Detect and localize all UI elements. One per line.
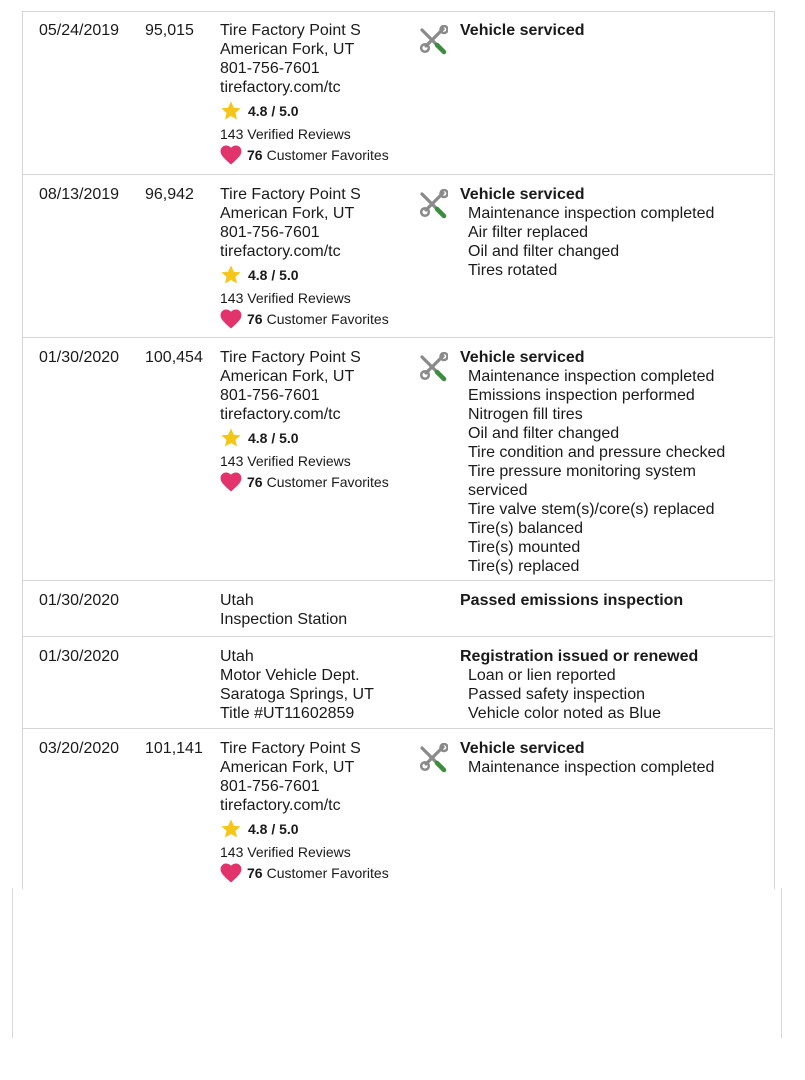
record-item: Vehicle color noted as Blue [468,705,662,722]
record-item: Tire condition and pressure checked [468,444,726,461]
record-item: Maintenance inspection completed [468,205,715,222]
record-title: Registration issued or renewed [460,648,699,665]
source-line: Saratoga Springs, UT [220,686,374,703]
verified-reviews[interactable]: 143 Verified Reviews [220,844,351,860]
favorites-count: 76 [247,473,263,490]
favorites-label: Customer Favorites [266,473,389,490]
shop-name: Tire Factory Point S [220,740,361,757]
record-item: Loan or lien reported [468,667,616,684]
shop-name: Tire Factory Point S [220,22,361,39]
shop-website[interactable]: tirefactory.com/tc [220,797,341,814]
record-title: Vehicle serviced [460,22,585,39]
record-odometer: 96,942 [145,186,194,203]
wrench-screwdriver-icon [418,352,448,382]
shop-website[interactable]: tirefactory.com/tc [220,243,341,260]
shop-phone[interactable]: 801-756-7601 [220,224,320,241]
source-line: Utah [220,592,254,609]
record-row [22,338,773,581]
shop-city: American Fork, UT [220,205,355,222]
frame-border-right [781,888,782,1038]
shop-name: Tire Factory Point S [220,186,361,203]
record-item: Tire valve stem(s)/core(s) replaced [468,501,715,518]
shop-phone[interactable]: 801-756-7601 [220,60,320,77]
record-item: Nitrogen fill tires [468,406,583,423]
record-details [460,647,760,723]
customer-favorites [220,471,420,493]
shop-rating [220,426,420,450]
record-odometer: 100,454 [145,349,203,366]
record-title: Vehicle serviced [460,740,585,757]
record-title: Passed emissions inspection [460,592,684,609]
heart-icon [220,472,242,492]
source-line: Inspection Station [220,611,348,628]
favorites-count: 76 [247,146,263,163]
record-title: Vehicle serviced [460,349,585,366]
source-line: Title #UT11602859 [220,705,355,722]
record-item: Maintenance inspection completed [468,759,715,776]
rating-value: 4.8 / 5.0 [248,429,299,446]
record-details [460,21,760,40]
shop-city: American Fork, UT [220,759,355,776]
service-source [220,185,420,330]
favorites-label: Customer Favorites [266,864,389,881]
shop-rating [220,817,420,841]
rating-value: 4.8 / 5.0 [248,820,299,837]
favorites-label: Customer Favorites [266,146,389,163]
record-item: Tire pressure monitoring system serviced [468,463,696,499]
service-source [220,647,420,723]
record-item: Emissions inspection performed [468,387,695,404]
shop-website[interactable]: tirefactory.com/tc [220,406,341,423]
record-row [22,175,773,338]
source-line: Motor Vehicle Dept. [220,667,360,684]
record-date: 03/20/2020 [39,740,120,757]
record-details [460,591,760,610]
service-source [220,21,420,166]
record-date: 05/24/2019 [39,22,120,39]
verified-reviews[interactable]: 143 Verified Reviews [220,290,351,306]
heart-icon [220,145,242,165]
star-icon [220,100,242,122]
shop-website[interactable]: tirefactory.com/tc [220,79,341,96]
record-item: Oil and filter changed [468,425,620,442]
record-row [22,581,773,637]
shop-phone[interactable]: 801-756-7601 [220,778,320,795]
record-odometer: 95,015 [145,22,194,39]
record-date: 01/30/2020 [39,592,120,609]
shop-rating [220,99,420,123]
service-source [220,739,420,884]
star-icon [220,264,242,286]
wrench-screwdriver-icon [418,25,448,55]
record-item: Tires rotated [468,262,558,279]
record-date: 01/30/2020 [39,349,120,366]
record-date: 01/30/2020 [39,648,120,665]
source-line: Utah [220,648,254,665]
shop-city: American Fork, UT [220,41,355,58]
record-item: Tire(s) balanced [468,520,584,537]
record-item: Air filter replaced [468,224,589,241]
customer-favorites [220,144,420,166]
shop-rating [220,263,420,287]
customer-favorites [220,862,420,884]
heart-icon [220,309,242,329]
shop-phone[interactable]: 801-756-7601 [220,387,320,404]
record-item: Maintenance inspection completed [468,368,715,385]
record-item: Tire(s) mounted [468,539,581,556]
wrench-screwdriver-icon [418,743,448,773]
record-item: Oil and filter changed [468,243,620,260]
record-date: 08/13/2019 [39,186,120,203]
shop-city: American Fork, UT [220,368,355,385]
record-item: Passed safety inspection [468,686,645,703]
record-title: Vehicle serviced [460,186,585,203]
heart-icon [220,863,242,883]
record-details [460,739,760,777]
record-details [460,348,760,576]
frame-border-left [12,888,13,1038]
star-icon [220,427,242,449]
star-icon [220,818,242,840]
record-row [22,11,773,175]
shop-name: Tire Factory Point S [220,349,361,366]
service-source [220,348,420,493]
favorites-label: Customer Favorites [266,310,389,327]
service-source [220,591,420,629]
record-details [460,185,760,280]
favorites-count: 76 [247,310,263,327]
verified-reviews[interactable]: 143 Verified Reviews [220,453,351,469]
record-item: Tire(s) replaced [468,558,580,575]
record-row [22,637,773,729]
favorites-count: 76 [247,864,263,881]
record-odometer: 101,141 [145,740,203,757]
wrench-screwdriver-icon [418,189,448,219]
rating-value: 4.8 / 5.0 [248,102,299,119]
record-row [22,729,773,888]
verified-reviews[interactable]: 143 Verified Reviews [220,126,351,142]
rating-value: 4.8 / 5.0 [248,266,299,283]
customer-favorites [220,308,420,330]
